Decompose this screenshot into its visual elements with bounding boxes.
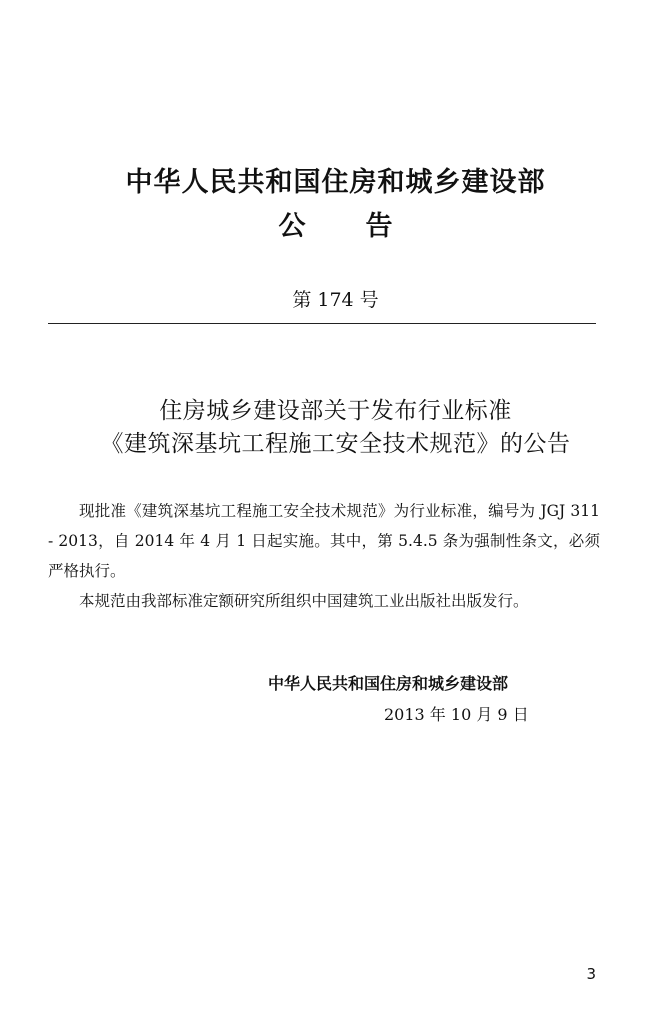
doc-type-title: 公告 [278,211,453,242]
signature-org: 中华人民共和国住房和城乡建设部 [268,674,509,693]
divider-line [48,323,596,324]
issuer-title: 中华人民共和国住房和城乡建设部 [125,167,546,198]
heading-line-1: 住房城乡建设部关于发布行业标准 [159,398,512,424]
body-paragraph: 现批准《建筑深基坑工程施工安全技术规范》为行业标准，编号为 JGJ 311 - 2013，自 2014 年 4 月 1 日起实施。其中，第 5.4.5 条为强制性条文，必须严格执行。 [48,502,600,580]
announcement-number: 第 174 号 [292,289,379,311]
heading-line-2: 《建筑深基坑工程施工安全技术规范》的公告 [100,431,571,457]
page-number: 3 [586,965,596,983]
body-paragraph: 本规范由我部标准定额研究所组织中国建筑工业出版社出版发行。 [79,592,529,610]
signature-date: 2013 年 10 月 9 日 [384,705,529,724]
body-text [48,496,600,616]
